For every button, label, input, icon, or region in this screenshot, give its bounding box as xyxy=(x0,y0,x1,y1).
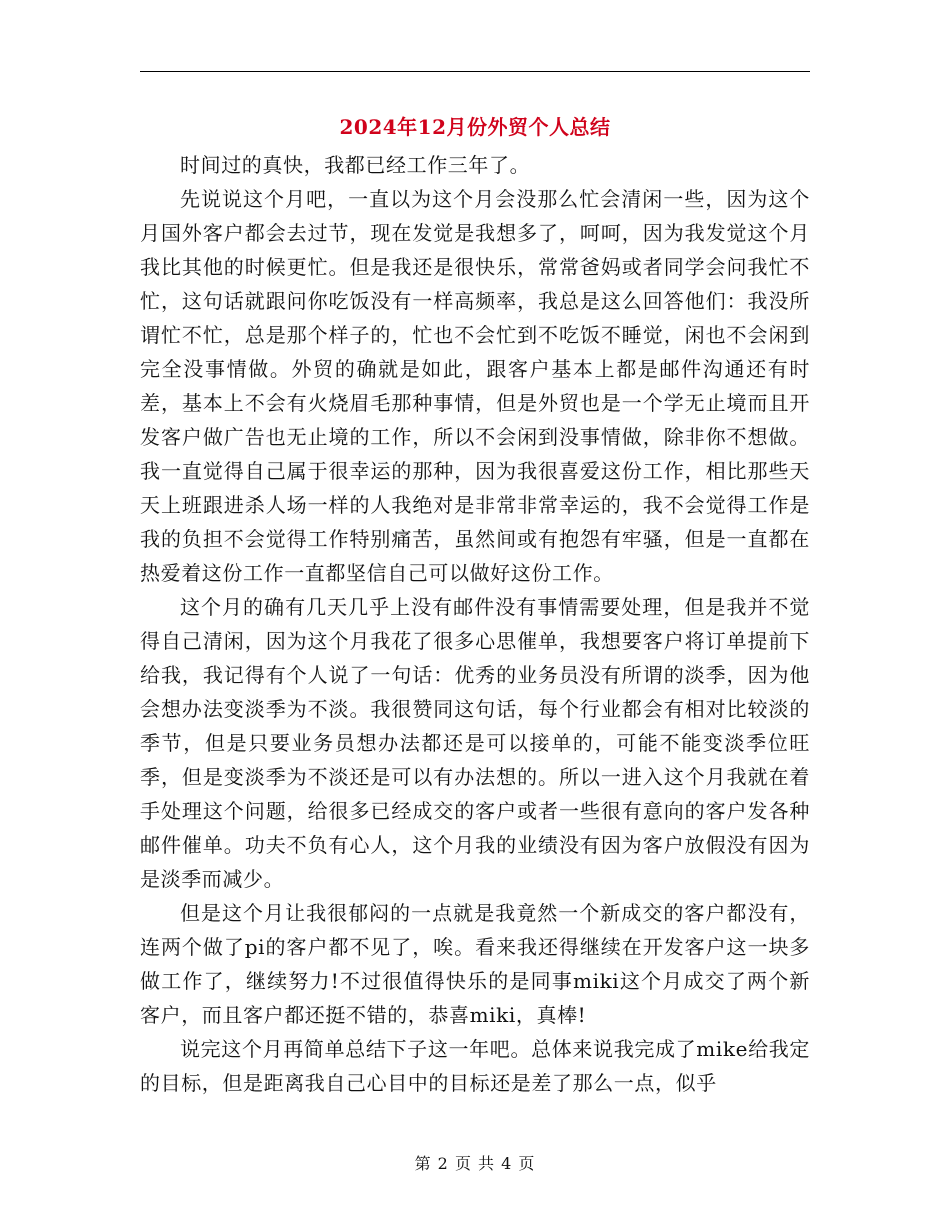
paragraph-5: 说完这个月再简单总结下子这一年吧。总体来说我完成了mike给我定的目标，但是距离我自己心目中的目标还是差了那么一点，似乎 xyxy=(140,1037,810,1095)
paragraph-4: 但是这个月让我很郁闷的一点就是我竟然一个新成交的客户都没有，连两个做了pi的客户都不见了，唉。看来我还得继续在开发客户这一块多做工作了，继续努力!不过很值得快乐的是同事miki这个月成交了两个新客户，而且客户都还挺不错的，恭喜miki，真棒! xyxy=(140,901,810,1027)
document-body xyxy=(140,148,810,1100)
page-number: 第 2 页 共 4 页 xyxy=(414,1154,536,1173)
paragraph-2: 先说说这个月吧，一直以为这个月会没那么忙会清闲一些，因为这个月国外客户都会去过节，现在发觉是我想多了，呵呵，因为我发觉这个月我比其他的时候更忙。但是我还是很快乐，常常爸妈或者同学会问我忙不忙，这句话就跟问你吃饭没有一样高频率，我总是这么回答他们：我没所谓忙不忙，总是那个样子的，忙也不会忙到不吃饭不睡觉，闲也不会闲到完全没事情做。外贸的确就是如此，跟客户基本上都是邮件沟通还有时差，基本上不会有火烧眉毛那种事情，但是外贸也是一个学无止境而且开发客户做广告也无止境的工作，所以不会闲到没事情做，除非你不想做。我一直觉得自己属于很幸运的那种，因为我很喜爱这份工作，相比那些天天上班跟进杀人场一样的人我绝对是非常非常幸运的，我不会觉得工作是我的负担不会觉得工作特别痛苦，虽然间或有抱怨有牢骚，但是一直都在热爱着这份工作一直都坚信自己可以做好这份工作。 xyxy=(140,187,810,585)
paragraph-1: 时间过的真快，我都已经工作三年了。 xyxy=(180,153,531,177)
document-title: 2024年12月份外贸个人总结 xyxy=(339,115,611,139)
header-rule xyxy=(140,71,810,72)
paragraph-3: 这个月的确有几天几乎上没有邮件没有事情需要处理，但是我并不觉得自己清闲，因为这个月我花了很多心思催单，我想要客户将订单提前下给我，我记得有个人说了一句话：优秀的业务员没有所谓的淡季，因为他会想办法变淡季为不淡。我很赞同这句话，每个行业都会有相对比较淡的季节，但是只要业务员想办法都还是可以接单的，可能不能变淡季位旺季，但是变淡季为不淡还是可以有办法想的。所以一进入这个月我就在着手处理这个问题，给很多已经成交的客户或者一些很有意向的客户发各种邮件催单。功夫不负有心人，这个月我的业绩没有因为客户放假没有因为是淡季而减少。 xyxy=(140,595,810,891)
